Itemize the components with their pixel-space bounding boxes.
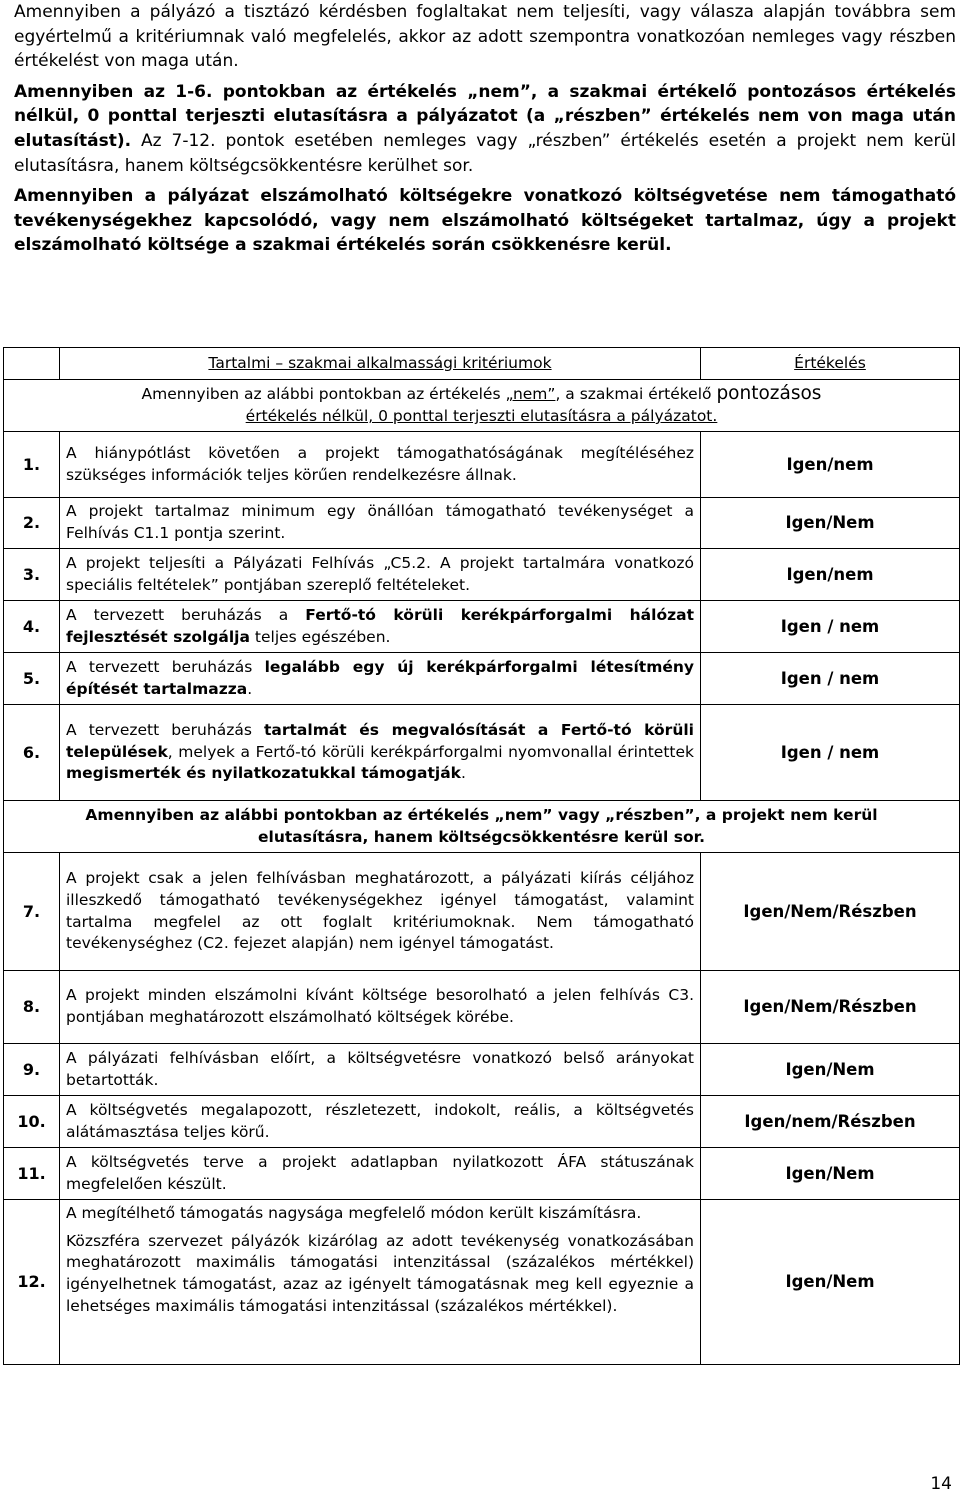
table-row <box>4 1096 960 1148</box>
section-1-row <box>4 380 960 432</box>
table-row <box>4 601 960 653</box>
row-number: 6. <box>4 705 60 801</box>
header-empty-cell <box>4 348 60 380</box>
table-header-row <box>4 348 960 380</box>
intro-paragraph-1: Amennyiben a pályázó a tisztázó kérdésben foglaltakat nem teljesíti, vagy válasza alapján továbbra sem egyértelmű a kritériumnak való megfelelés, akkor az adott szempontra vonatkozóan nemleges vagy részben értékelést von maga után. <box>14 2 956 72</box>
row-value: Igen/Nem/Részben <box>701 853 960 971</box>
row-value: Igen/Nem <box>701 1044 960 1096</box>
row-number: 1. <box>4 432 60 498</box>
row-value: Igen / nem <box>701 601 960 653</box>
header-criteria: Tartalmi – szakmai alkalmassági kritériumok <box>60 348 701 380</box>
table-row <box>4 971 960 1044</box>
table-row <box>4 1148 960 1200</box>
row-value: Igen/Nem/Részben <box>701 971 960 1044</box>
row-text: A projekt tartalmaz minimum egy önállóan támogatható tevékenységet a Felhívás C1.1 pontja szerint. <box>60 498 701 549</box>
table-row <box>4 1200 960 1365</box>
row-number: 7. <box>4 853 60 971</box>
row-text: A megítélhető támogatás nagysága megfelelő módon került kiszámításra. Közszféra szervezet pályázók kizárólag az adott tevékenység vonatkozásában meghatározott maximális támogatási intenzitással (százalékos mértékkel) igényelhetnek támogatást, azaz az igényelt támogatásnak meg kell egyeznie a lehetséges maximális támogatási intenzitással (százalékos mértékkel). <box>60 1200 701 1365</box>
intro-paragraph-2 <box>14 80 956 178</box>
row-text: A költségvetés megalapozott, részletezett, indokolt, reális, a költségvetés alátámasztása teljes körű. <box>60 1096 701 1148</box>
page-number: 14 <box>930 1474 952 1494</box>
header-evaluation: Értékelés <box>701 348 960 380</box>
row-value: Igen/nem <box>701 432 960 498</box>
row-value: Igen/Nem <box>701 1148 960 1200</box>
row-text: A tervezett beruházás legalább egy új kerékpárforgalmi létesítmény építését tartalmazza. <box>60 653 701 705</box>
row-text: A projekt teljesíti a Pályázati Felhívás „C5.2. A projekt tartalmára vonatkozó speciális feltételek” pontjában szereplő feltételeket. <box>60 549 701 601</box>
section-2-row <box>4 801 960 853</box>
row-number: 4. <box>4 601 60 653</box>
table-row <box>4 1044 960 1096</box>
table-row <box>4 853 960 971</box>
intro-paragraph-2-rest: Az 7-12. pontok esetében nemleges vagy „részben” értékelés esetén a projekt nem kerül elutasításra, hanem költségcsökkentésre kerülhet sor. <box>14 130 956 176</box>
table-row <box>4 498 960 549</box>
row-number: 8. <box>4 971 60 1044</box>
row-text: A hiánypótlást követően a projekt támogathatóságának megítéléséhez szükséges információk teljes körűen rendelkezésre állnak. <box>60 432 701 498</box>
row-number: 11. <box>4 1148 60 1200</box>
table-row <box>4 432 960 498</box>
row-value: Igen/nem/Részben <box>701 1096 960 1148</box>
row-text: A projekt minden elszámolni kívánt költsége besorolható a jelen felhívás C3. pontjában meghatározott elszámolható költségek körébe. <box>60 971 701 1044</box>
row-number: 2. <box>4 498 60 549</box>
row-number: 5. <box>4 653 60 705</box>
row-value: Igen/Nem <box>701 1200 960 1365</box>
table-row <box>4 653 960 705</box>
row-number: 3. <box>4 549 60 601</box>
table-row <box>4 705 960 801</box>
row-value: Igen/nem <box>701 549 960 601</box>
intro-paragraph-3: Amennyiben a pályázat elszámolható költségekre vonatkozó költségvetése nem támogatható tevékenységekhez kapcsolódó, vagy nem elszámolható költségeket tartalmaz, úgy a projekt elszámolható költsége a szakmai értékelés során csökkenésre kerül. <box>14 186 956 256</box>
row-value: Igen / nem <box>701 653 960 705</box>
intro-paragraph-2-bold: Amennyiben az 1-6. pontokban az értékelés „nem”, a szakmai értékelő pontozásos értékelés nélkül, 0 ponttal terjeszti elutasításra a pályázatot (a „részben” értékelés nem von maga után elutasítást). <box>14 81 956 151</box>
row-text: A költségvetés terve a projekt adatlapban nyilatkozott ÁFA státuszának megfelelően készült. <box>60 1148 701 1200</box>
row-text: A pályázati felhívásban előírt, a költségvetésre vonatkozó belső arányokat betartották. <box>60 1044 701 1096</box>
row-value: Igen / nem <box>701 705 960 801</box>
row-number: 10. <box>4 1096 60 1148</box>
section-2-heading: Amennyiben az alábbi pontokban az értékelés „nem” vagy „részben”, a projekt nem kerül elutasításra, hanem költségcsökkentésre kerül sor. <box>4 801 960 853</box>
intro-section <box>14 0 956 264</box>
section-1-heading: Amennyiben az alábbi pontokban az értékelés „nem”, a szakmai értékelő pontozásos értékelés nélkül, 0 ponttal terjeszti elutasításra a pályázatot. <box>4 380 960 432</box>
row-text: A tervezett beruházás tartalmát és megvalósítását a Fertő-tó körüli települések, melyek a Fertő-tó körüli kerékpárforgalmi nyomvonallal érintettek megismerték és nyilatkozatukkal támogatják. <box>60 705 701 801</box>
row-number: 12. <box>4 1200 60 1365</box>
row-text: A tervezett beruházás a Fertő-tó körüli kerékpárforgalmi hálózat fejlesztését szolgálja teljes egészében. <box>60 601 701 653</box>
table-row <box>4 549 960 601</box>
criteria-table <box>3 347 960 1365</box>
row-text: A projekt csak a jelen felhívásban meghatározott, a pályázati kiírás céljához illeszkedő támogatható tevékenységekhez igényel támogatást, valamint tartalma megfelel az ott foglalt kritériumoknak. Nem támogatható tevékenységhez (C2. fejezet alapján) nem igényel támogatást. <box>60 853 701 971</box>
row-value: Igen/Nem <box>701 498 960 549</box>
row-number: 9. <box>4 1044 60 1096</box>
